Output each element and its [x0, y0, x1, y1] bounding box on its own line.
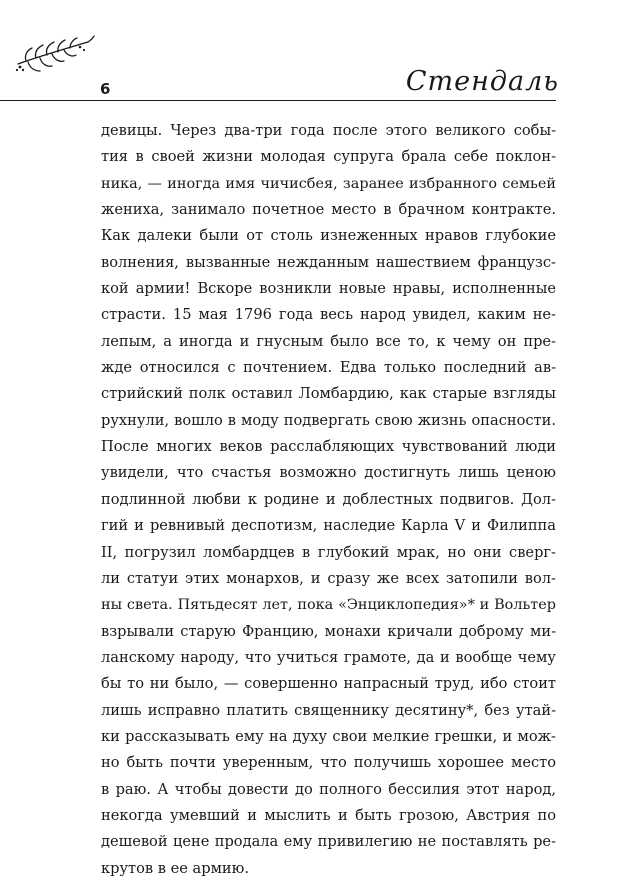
text-line: жде относился с почтением. Едва только последний ав-	[101, 359, 556, 377]
text-line: в раю. А чтобы довести до полного бессилия этот народ,	[101, 780, 556, 798]
text-line: стрийский полк оставил Ломбардию, как старые взгляды	[101, 385, 556, 403]
text-line: бы то ни было, — совершенно напрасный труд, ибо стоит	[101, 675, 556, 693]
text-line: II, погрузил ломбардцев в глубокий мрак, но они сверг-	[101, 543, 556, 561]
text-line: ны света. Пятьдесят лет, пока «Энциклопедия»* и Вольтер	[101, 597, 556, 614]
text-line: подлинной любви к родине и доблестных подвигов. Дол-	[101, 490, 556, 508]
text-line: крутов в ее армию.	[101, 859, 249, 877]
text-line: Как далеки были от столь изнеженных нравов глубокие	[101, 227, 556, 245]
leafy-branch-icon	[14, 34, 96, 76]
text-line: ки рассказывать ему на духу свои мелкие грешки, и мож-	[101, 727, 556, 745]
body-text	[101, 118, 556, 882]
text-line: ланскому народу, что учиться грамоте, да и вообще чему	[101, 648, 556, 666]
text-line: девицы. Через два-три года после этого великого собы-	[101, 122, 556, 139]
text-line: некогда умевший и мыслить и быть грозою, Австрия по	[101, 806, 556, 824]
text-line: но быть почти уверенным, что получишь хорошее место	[101, 754, 556, 772]
header-rule	[0, 100, 556, 101]
text-line: гий и ревнивый деспотизм, наследие Карла V и Филиппа	[101, 517, 556, 535]
text-line: взрывали старую Францию, монахи кричали доброму ми-	[101, 622, 556, 640]
text-line: рухнули, вошло в моду подвергать свою жизнь опасности.	[101, 411, 556, 429]
text-line: страсти. 15 мая 1796 года весь народ увидел, каким не-	[101, 306, 556, 324]
text-line: ли статуи этих монархов, и сразу же всех затопили вол-	[101, 569, 556, 587]
text-line: дешевой цене продала ему привилегию не поставлять ре-	[101, 833, 556, 851]
text-line: После многих веков расслабляющих чувствований люди	[101, 438, 556, 456]
text-line: жениха, занимало почетное место в брачном контракте.	[101, 201, 556, 219]
page-number: 6	[100, 80, 111, 98]
text-line: тия в своей жизни молодая супруга брала себе поклон-	[101, 148, 556, 166]
text-line: ника, — иногда имя чичисбея, заранее избранного семьей	[101, 175, 556, 192]
running-head-author: Стендаль	[405, 66, 559, 97]
text-line: лепым, а иногда и гнусным было все то, к чему он пре-	[101, 332, 556, 350]
text-line: кой армии! Вскоре возникли новые нравы, исполненные	[101, 280, 556, 298]
text-line: волнения, вызванные нежданным нашествием французс-	[101, 253, 556, 271]
text-line: увидели, что счастья возможно достигнуть лишь ценою	[101, 464, 556, 482]
text-line: лишь исправно платить священнику десятину*, без утай-	[101, 701, 556, 719]
